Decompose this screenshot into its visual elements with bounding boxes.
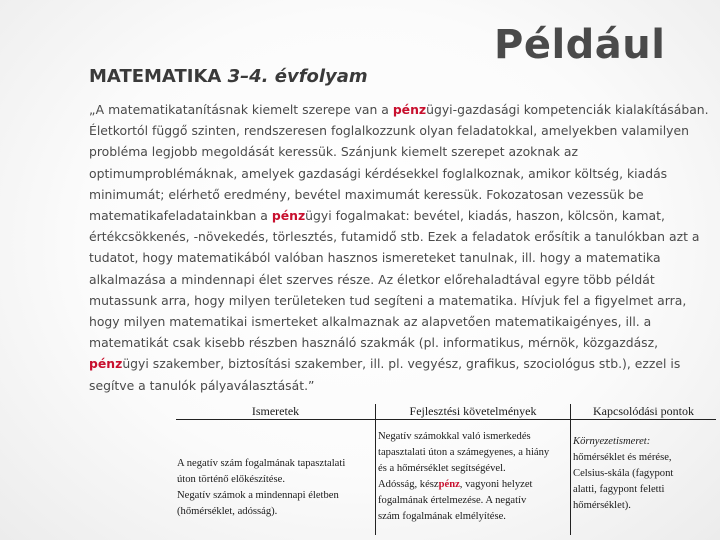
text-run: „A matematikatanításnak kiemelt szerepe van a xyxy=(89,102,393,117)
text-run: Negatív számokkal való ismerkedés xyxy=(378,431,531,442)
curriculum-table xyxy=(176,404,718,534)
subtitle-grade: 3–4. évfolyam xyxy=(227,66,368,87)
column-kapcsolodasi xyxy=(571,404,716,528)
highlighted-word: pénz xyxy=(89,356,123,372)
text-run: fogalmának értelmezése. A negatív xyxy=(378,495,527,506)
text-run: hogy milyen matematikai ismerteket alkalmaznak az alapvetően matematikaigényes, ill. a xyxy=(89,314,652,330)
text-run: matematikafeladatainkban a xyxy=(89,208,272,224)
text-run: ügyi-gazdasági kompetenciák kialakításában. xyxy=(426,102,709,117)
text-run: matematikát csak kisebb részben használó szakmák (pl. informatikus, mérnök, közgazdász, xyxy=(89,335,659,351)
paragraph-line xyxy=(89,311,715,332)
cell-line xyxy=(378,509,570,525)
paragraph-line xyxy=(89,99,715,120)
column-ismeretek xyxy=(176,404,375,528)
text-run: ügyi fogalmakat: bevétel, kiadás, haszon, kölcsön, kamat, xyxy=(305,208,665,224)
text-run: tapasztalati úton a számegyenes, a hiány xyxy=(378,447,550,458)
text-run: ügyi szakember, biztosítási szakember, ill. pl. vegyész, grafikus, szociológus stb.), ezzel is xyxy=(122,356,681,372)
text-run: tudatot, hogy matematikából valóban hasznos ismereteket tanulnak, ill. hogy a matematika xyxy=(89,250,661,266)
text-run: értékcsökkenés, -növekedés, törlesztés, futamidő stb. Ezek a feladatok erősítik a tanulókban azt a xyxy=(89,229,700,245)
cell-line xyxy=(378,493,570,509)
paragraph-line xyxy=(89,353,715,374)
cell-line: (hőmérséklet, adósság). xyxy=(177,506,278,517)
text-run: optimumproblémáknak, amelyek gazdasági kérdésekkel foglalkoznak, amikor költség, kiadás xyxy=(89,165,668,181)
paragraph-line xyxy=(89,120,715,141)
cell-line: Celsius-skála (fagypont xyxy=(573,468,674,479)
table-cell xyxy=(176,420,375,520)
paragraph-line xyxy=(89,269,715,290)
paragraph-line xyxy=(89,375,715,396)
table-cell xyxy=(571,420,716,514)
cell-line xyxy=(378,445,570,461)
cell-line: A negatív szám fogalmának tapasztalati xyxy=(177,458,346,469)
text-run: segítve a tanulók pályaválasztását.” xyxy=(89,377,315,393)
text-run: probléma legjobb megoldását keressük. Szánjunk kiemelt szerepet azoknak az xyxy=(89,144,578,160)
highlighted-word: pénz xyxy=(271,208,306,224)
paragraph-line xyxy=(89,247,715,268)
paragraph-line xyxy=(89,184,715,205)
paragraph-line xyxy=(89,205,715,226)
table-cell xyxy=(375,420,571,535)
cell-line xyxy=(378,477,570,493)
text-run: és a hőmérséklet segítségével. xyxy=(378,463,506,474)
text-run: , vagyoni helyzet xyxy=(459,479,533,490)
slide-subtitle xyxy=(89,66,368,87)
paragraph-line xyxy=(89,163,715,184)
subtitle-prefix: MATEMATIKA xyxy=(89,66,228,87)
paragraph-line xyxy=(89,332,715,353)
text-run: minimumát; elérhető eredmény, bevétel maximumát keressük. Fokozatosan vezessük be xyxy=(89,186,644,202)
column-header: Kapcsolódási pontok xyxy=(571,404,716,420)
cell-line: Negatív számok a mindennapi életben xyxy=(177,490,339,501)
cell-line: hőmérséklet). xyxy=(573,500,631,511)
cell-line: hőmérséklet és mérése, xyxy=(573,452,672,463)
cell-line xyxy=(378,461,570,477)
paragraph-line xyxy=(89,290,715,311)
text-run: szám fogalmának elmélyítése. xyxy=(378,511,506,522)
paragraph-line xyxy=(89,141,715,162)
column-fejlesztesi xyxy=(375,404,571,528)
highlighted-word: pénz xyxy=(438,479,460,490)
paragraph-line xyxy=(89,226,715,247)
cell-line: alatti, fagypont feletti xyxy=(573,484,665,495)
slide-heading: Például xyxy=(494,22,666,68)
column-header: Ismeretek xyxy=(176,404,375,420)
cell-line: úton történő előkészítése. xyxy=(177,474,285,485)
text-run: Adósság, kész xyxy=(378,479,439,490)
cell-line xyxy=(378,429,570,445)
text-run: alkalmazása a mindennapi élet szerves része. Az életkor előrehaladtával egyre több példát xyxy=(89,271,655,287)
quoted-paragraph xyxy=(89,99,715,396)
text-run: mutassunk arra, hogy milyen területeken tud segíteni a matematika. Hívjuk fel a figyelmet arra, xyxy=(89,292,687,308)
cell-line: Környezetismeret: xyxy=(573,436,651,447)
text-run: Életkortól függő szinten, rendszeresen foglalkozzunk olyan feladatokkal, amelyekben valamilyen xyxy=(89,123,689,139)
highlighted-word: pénz xyxy=(392,102,427,117)
column-header: Fejlesztési követelmények xyxy=(375,404,571,420)
